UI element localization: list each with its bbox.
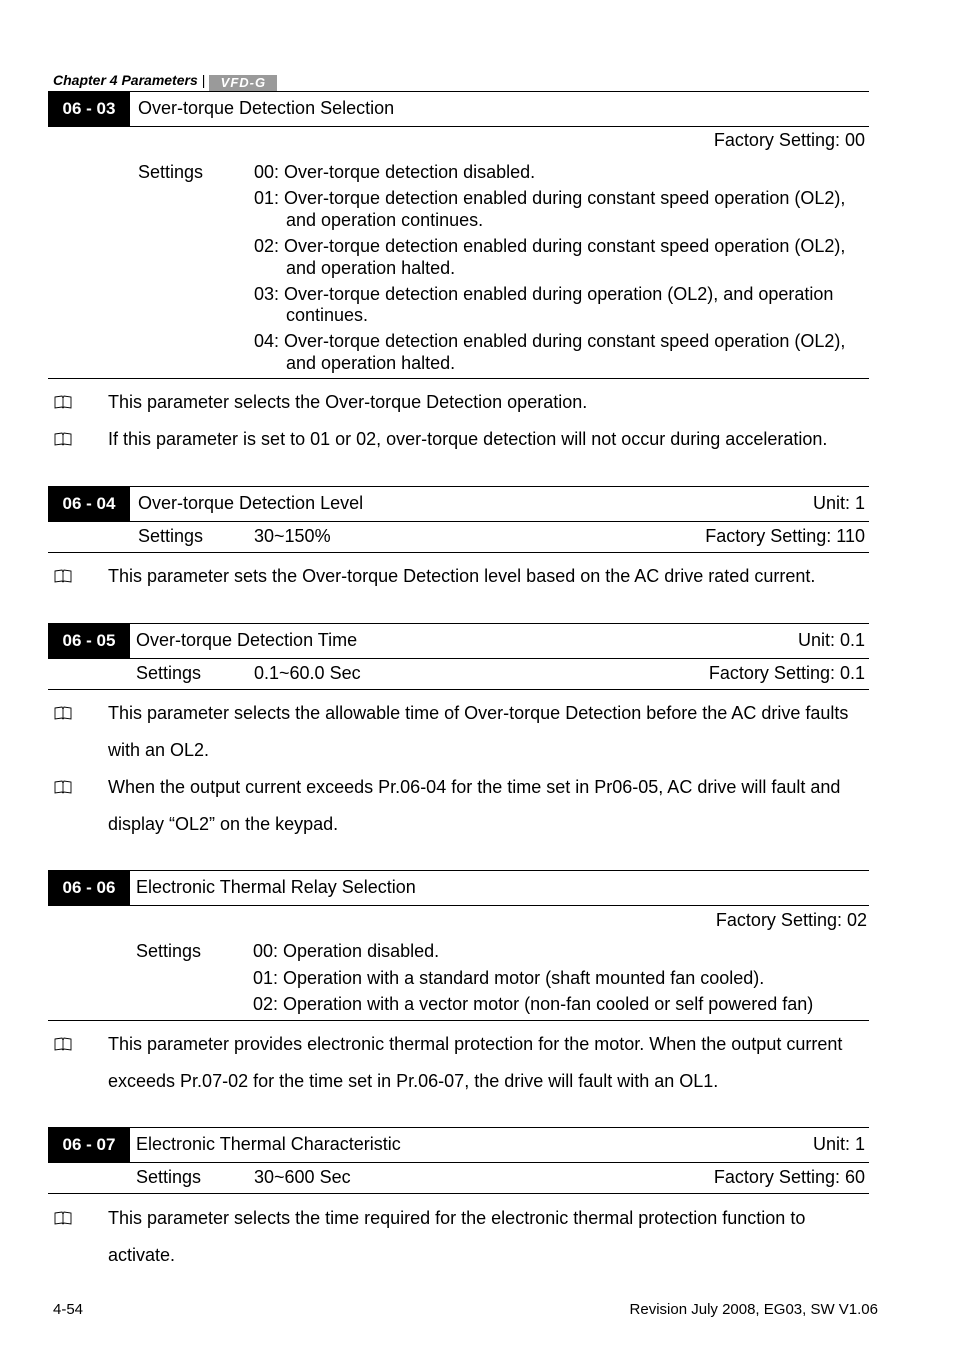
settings-label: Settings bbox=[136, 1167, 202, 1187]
factory-setting: Factory Setting: 110 bbox=[705, 526, 865, 546]
factory-setting: Factory Setting: 02 bbox=[715, 910, 867, 930]
param-code: 06 - 03 bbox=[48, 91, 130, 126]
param-name: Electronic Thermal Relay Selection bbox=[136, 877, 416, 897]
chapter-header bbox=[53, 72, 277, 91]
setting-option: 00: Operation disabled. bbox=[253, 941, 440, 961]
chapter-title: Chapter 4 Parameters bbox=[53, 72, 198, 88]
setting-option: 03: Over-torque detection enabled during operation (OL2), and operation bbox=[254, 284, 834, 304]
setting-option-cont: and operation continues. bbox=[286, 210, 484, 230]
param-name: Over-torque Detection Time bbox=[136, 630, 358, 650]
note-text: activate. bbox=[108, 1245, 176, 1265]
factory-setting: Factory Setting: 60 bbox=[713, 1167, 865, 1187]
param-name: Over-torque Detection Selection bbox=[138, 98, 395, 118]
section-rule bbox=[48, 689, 869, 690]
note-text: exceeds Pr.07-02 for the time set in Pr.06-07, the drive will fault with an OL1. bbox=[108, 1071, 719, 1091]
setting-option: 02: Operation with a vector motor (non-fan cooled or self powered fan) bbox=[253, 994, 814, 1014]
factory-setting: Factory Setting: 00 bbox=[713, 130, 865, 150]
setting-option: 04: Over-torque detection enabled during constant speed operation (OL2), bbox=[254, 331, 846, 351]
settings-label: Settings bbox=[138, 526, 204, 546]
note-text: This parameter sets the Over-torque Detection level based on the AC drive rated current. bbox=[108, 566, 816, 586]
param-code: 06 - 07 bbox=[48, 1127, 130, 1162]
page-number: 4-54 bbox=[53, 1301, 84, 1318]
param-code: 06 - 06 bbox=[48, 870, 130, 905]
param-header bbox=[48, 623, 869, 659]
param-unit: Unit: 0.1 bbox=[797, 630, 865, 650]
setting-option-cont: and operation halted. bbox=[286, 353, 456, 373]
param-header bbox=[48, 91, 869, 127]
setting-option: 00: Over-torque detection disabled. bbox=[254, 162, 536, 182]
note-text: This parameter selects the time required for the electronic thermal protection function to bbox=[108, 1208, 806, 1228]
param-name: Electronic Thermal Characteristic bbox=[136, 1134, 401, 1154]
vfd-g-logo: VFD-G bbox=[209, 75, 277, 91]
section-rule bbox=[48, 552, 869, 553]
header-separator: | bbox=[201, 72, 206, 88]
settings-label: Settings bbox=[136, 941, 202, 961]
section-rule bbox=[48, 1020, 869, 1021]
book-icon bbox=[54, 1211, 72, 1225]
settings-label: Settings bbox=[136, 663, 202, 683]
param-name: Over-torque Detection Level bbox=[138, 493, 364, 513]
note-text: This parameter selects the allowable time of Over-torque Detection before the AC drive faults bbox=[108, 703, 849, 723]
note-text: with an OL2. bbox=[108, 740, 210, 760]
setting-option-cont: continues. bbox=[286, 305, 369, 325]
note-text: This parameter provides electronic thermal protection for the motor. When the output current bbox=[108, 1034, 843, 1054]
param-header bbox=[48, 486, 869, 522]
revision-info: Revision July 2008, EG03, SW V1.06 bbox=[629, 1301, 878, 1318]
settings-range: 0.1~60.0 Sec bbox=[254, 663, 361, 683]
section-rule bbox=[48, 378, 869, 379]
book-icon bbox=[54, 780, 72, 794]
param-unit: Unit: 1 bbox=[812, 493, 865, 513]
param-code: 06 - 04 bbox=[48, 486, 130, 521]
setting-option: 01: Operation with a standard motor (shaft mounted fan cooled). bbox=[253, 968, 765, 988]
book-icon bbox=[54, 1037, 72, 1051]
setting-option: 02: Over-torque detection enabled during constant speed operation (OL2), bbox=[254, 236, 846, 256]
param-header bbox=[48, 1127, 869, 1163]
note-text: If this parameter is set to 01 or 02, over-torque detection will not occur during acceleration. bbox=[108, 429, 828, 449]
book-icon bbox=[54, 395, 72, 409]
param-code: 06 - 05 bbox=[48, 623, 130, 658]
note-text: display “OL2” on the keypad. bbox=[108, 814, 339, 834]
book-icon bbox=[54, 569, 72, 583]
param-header bbox=[48, 870, 869, 906]
factory-setting: Factory Setting: 0.1 bbox=[708, 663, 865, 683]
note-text: When the output current exceeds Pr.06-04 for the time set in Pr06-05, AC drive will fault and bbox=[108, 777, 841, 797]
note-text: This parameter selects the Over-torque Detection operation. bbox=[108, 392, 588, 412]
section-rule bbox=[48, 1193, 869, 1194]
settings-range: 30~150% bbox=[254, 526, 331, 546]
book-icon bbox=[54, 706, 72, 720]
setting-option-cont: and operation halted. bbox=[286, 258, 456, 278]
settings-label: Settings bbox=[138, 162, 204, 182]
setting-option: 01: Over-torque detection enabled during constant speed operation (OL2), bbox=[254, 188, 846, 208]
settings-range: 30~600 Sec bbox=[254, 1167, 351, 1187]
book-icon bbox=[54, 432, 72, 446]
param-unit: Unit: 1 bbox=[812, 1134, 865, 1154]
